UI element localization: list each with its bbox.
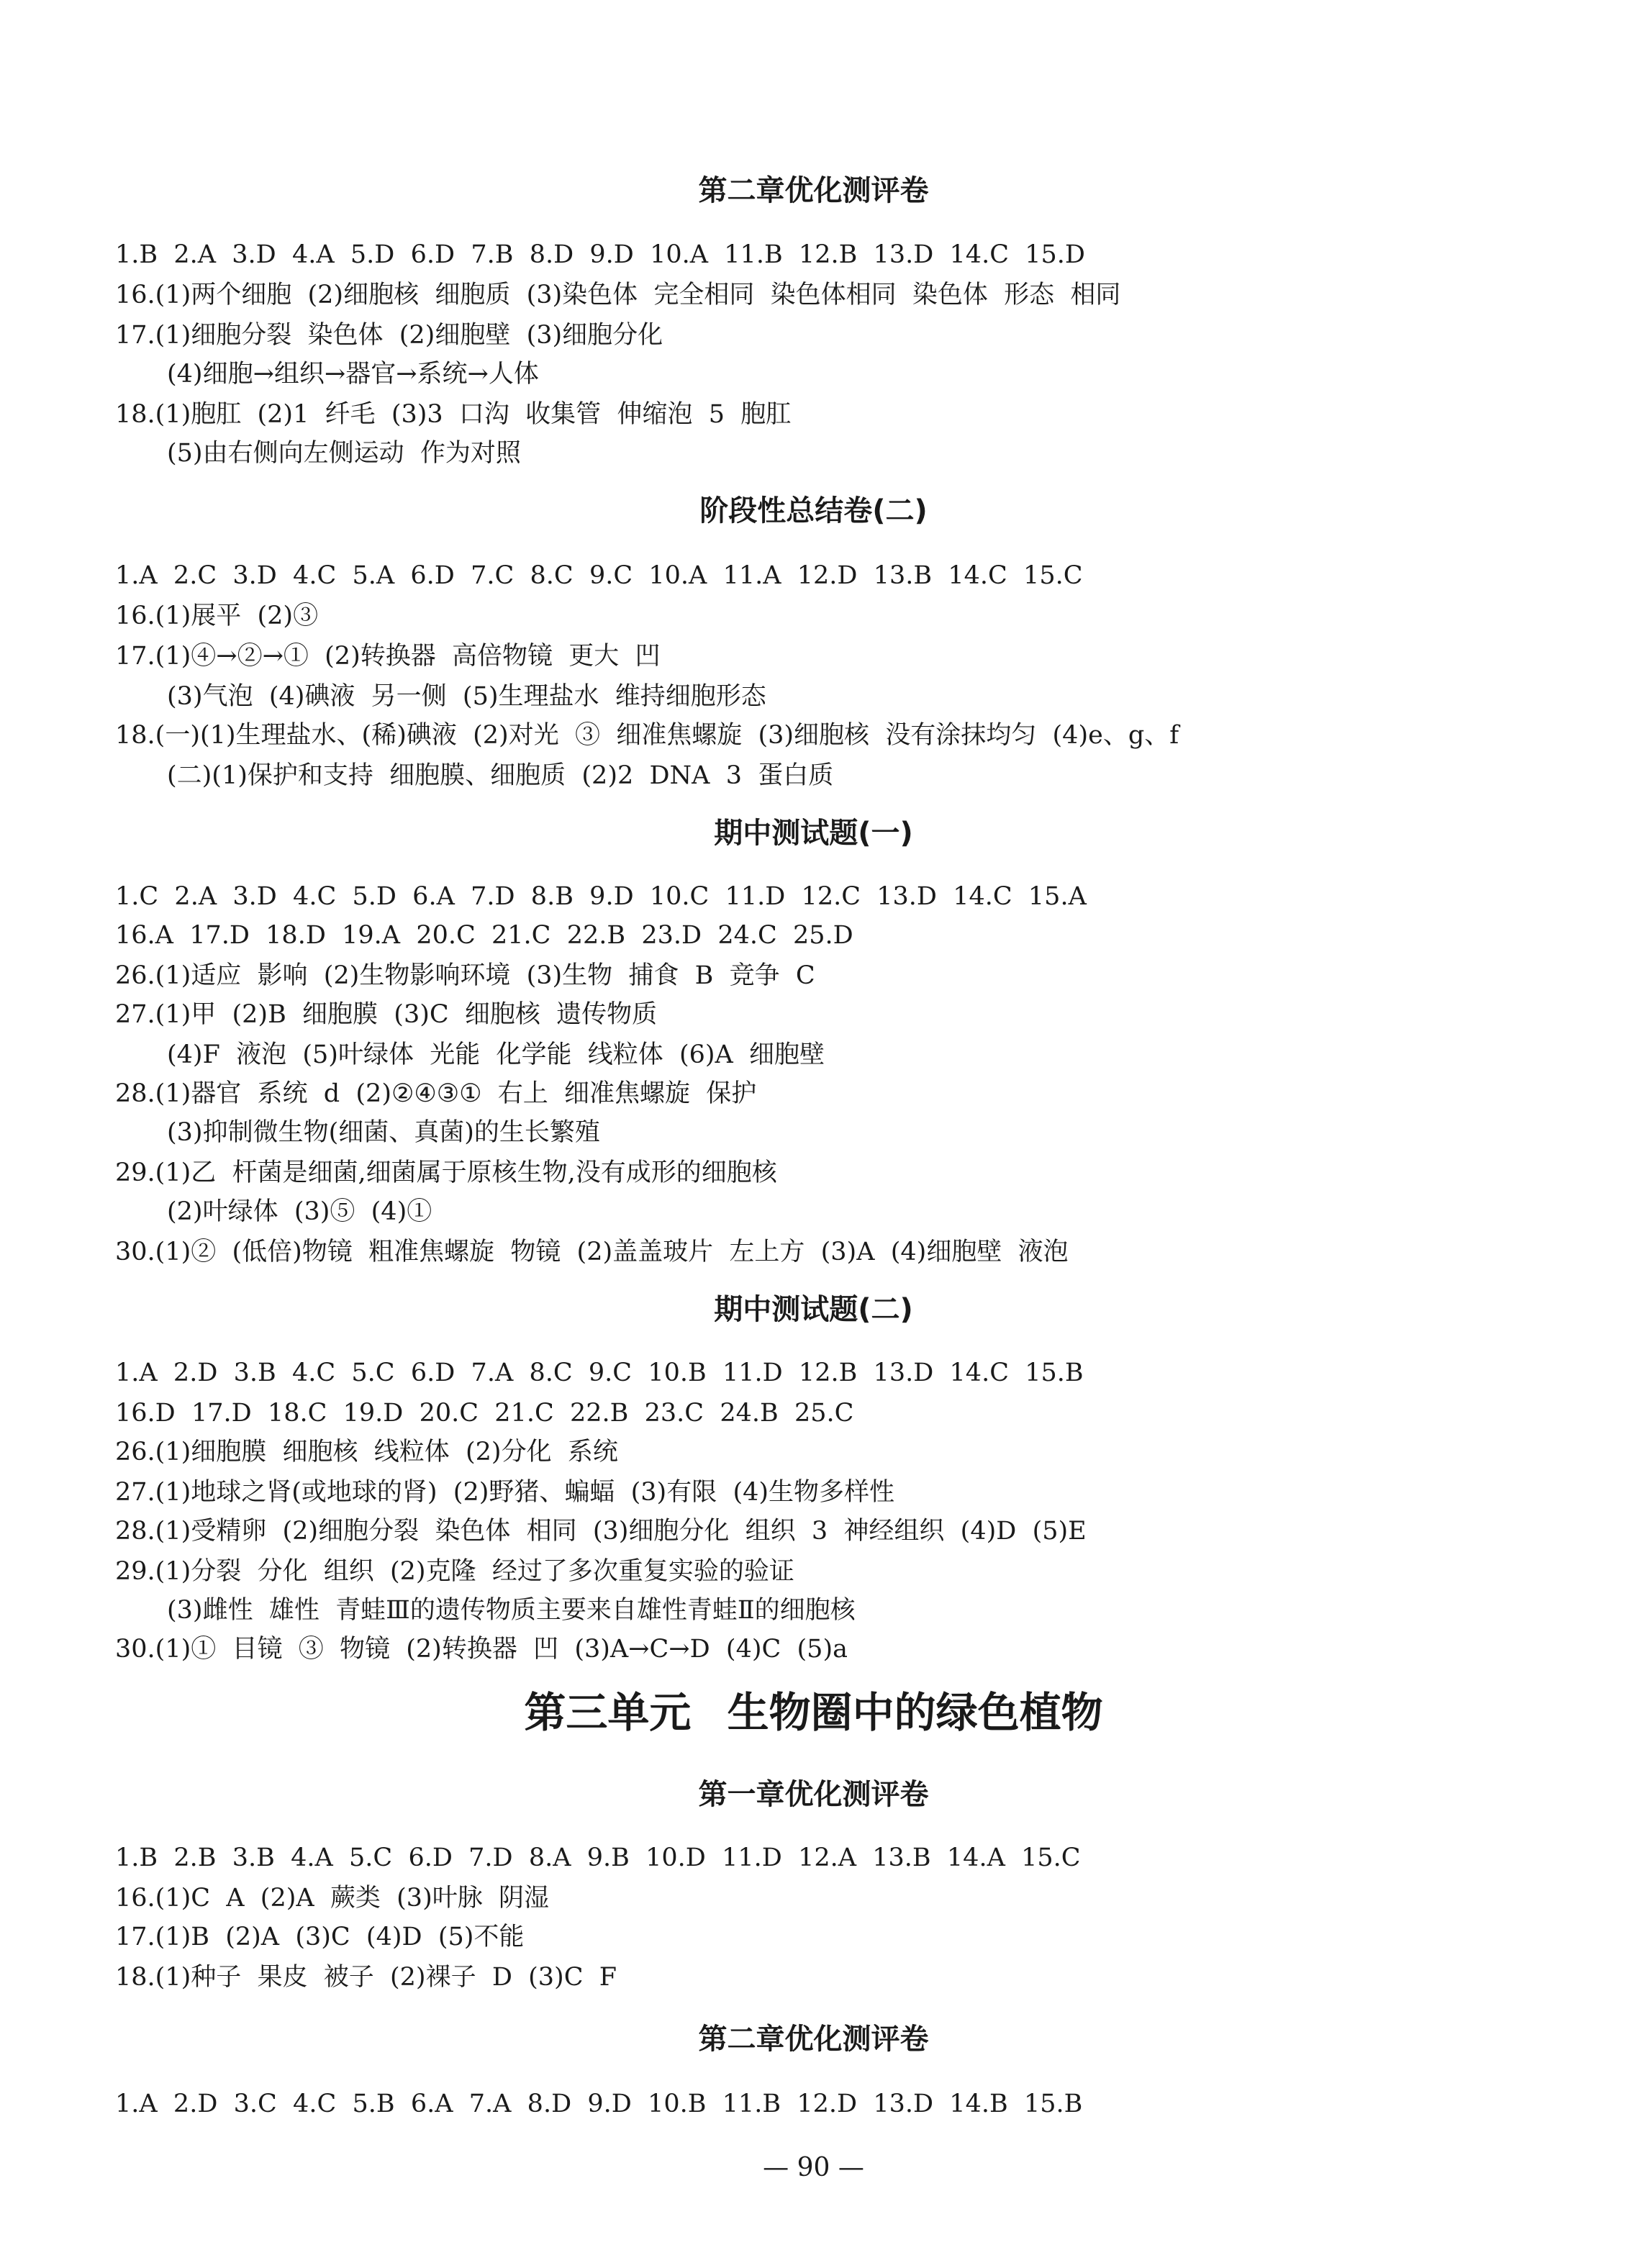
unit-title: 第三单元 生物圈中的绿色植物 — [524, 1688, 1103, 1737]
answer-line: 1.A 2.C 3.D 4.C 5.A 6.D 7.C 8.C 9.C 10.A 11.A 12.D 13.B 14.C 15.C — [115, 561, 1083, 590]
answer-line: 16.(1)C A (2)A 蕨类 (3)叶脉 阴湿 — [115, 1884, 549, 1913]
page-number: — 90 — — [763, 2153, 864, 2182]
answer-line: 18.(1)种子 果皮 被子 (2)裸子 D (3)C F — [115, 1963, 617, 1992]
answer-line: (二)(1)保护和支持 细胞膜、细胞质 (2)2 DNA 3 蛋白质 — [167, 761, 834, 790]
answer-line: 28.(1)器官 系统 d (2)②④③① 右上 细准焦螺旋 保护 — [115, 1079, 757, 1108]
answer-line: 17.(1)④→②→① (2)转换器 高倍物镜 更大 凹 — [115, 642, 661, 671]
answer-line: (4)F 液泡 (5)叶绿体 光能 化学能 线粒体 (6)A 细胞壁 — [167, 1040, 825, 1069]
answer-line: (3)雌性 雄性 青蛙Ⅲ的遗传物质主要来自雄性青蛙Ⅱ的细胞核 — [167, 1596, 856, 1625]
answer-line: (2)叶绿体 (3)⑤ (4)① — [167, 1197, 432, 1226]
section-title: 第二章优化测评卷 — [698, 2023, 929, 2056]
answer-line: 18.(1)胞肛 (2)1 纤毛 (3)3 口沟 收集管 伸缩泡 5 胞肛 — [115, 400, 792, 429]
answer-line: 16.D 17.D 18.C 19.D 20.C 21.C 22.B 23.C 24.B 25.C — [115, 1399, 854, 1428]
section-title: 第二章优化测评卷 — [698, 174, 929, 207]
answer-line: (3)抑制微生物(细菌、真菌)的生长繁殖 — [167, 1118, 600, 1147]
section-title: 第一章优化测评卷 — [698, 1778, 929, 1811]
section-title: 期中测试题(一) — [714, 817, 913, 850]
answer-line: 16.(1)展平 (2)③ — [115, 602, 319, 630]
answer-line: 30.(1)① 目镜 ③ 物镜 (2)转换器 凹 (3)A→C→D (4)C (5)a — [115, 1635, 848, 1664]
answer-line: 1.C 2.A 3.D 4.C 5.D 6.A 7.D 8.B 9.D 10.C 11.D 12.C 13.D 14.C 15.A — [115, 882, 1087, 911]
section-title: 期中测试题(二) — [714, 1293, 913, 1326]
answer-line: 27.(1)地球之肾(或地球的肾) (2)野猪、蝙蝠 (3)有限 (4)生物多样性 — [115, 1478, 895, 1507]
answer-line: (3)气泡 (4)碘液 另一侧 (5)生理盐水 维持细胞形态 — [167, 682, 766, 711]
answer-line: 29.(1)乙 杆菌是细菌,细菌属于原核生物,没有成形的细胞核 — [115, 1158, 777, 1187]
section-title: 阶段性总结卷(二) — [699, 494, 928, 527]
answer-line: 17.(1)细胞分裂 染色体 (2)细胞壁 (3)细胞分化 — [115, 321, 663, 350]
answer-line: 18.(一)(1)生理盐水、(稀)碘液 (2)对光 ③ 细准焦螺旋 (3)细胞核 没有涂抹均匀 (4)e、g、f — [115, 721, 1179, 750]
answer-line: 30.(1)② (低倍)物镜 粗准焦螺旋 物镜 (2)盖盖玻片 左上方 (3)A (4)细胞壁 液泡 — [115, 1238, 1069, 1266]
answer-line: (5)由右侧向左侧运动 作为对照 — [167, 439, 521, 468]
answer-line: 1.B 2.A 3.D 4.A 5.D 6.D 7.B 8.D 9.D 10.A 11.B 12.B 13.D 14.C 15.D — [115, 240, 1085, 269]
answer-line: 16.A 17.D 18.D 19.A 20.C 21.C 22.B 23.D 24.C 25.D — [115, 921, 853, 950]
answer-line: 16.(1)两个细胞 (2)细胞核 细胞质 (3)染色体 完全相同 染色体相同 染色体 形态 相同 — [115, 281, 1121, 309]
answer-line: 26.(1)适应 影响 (2)生物影响环境 (3)生物 捕食 B 竞争 C — [115, 961, 815, 990]
answer-line: 29.(1)分裂 分化 组织 (2)克隆 经过了多次重复实验的验证 — [115, 1557, 794, 1586]
answer-line: 26.(1)细胞膜 细胞核 线粒体 (2)分化 系统 — [115, 1438, 618, 1466]
answer-line: 17.(1)B (2)A (3)C (4)D (5)不能 — [115, 1923, 525, 1951]
answer-line: (4)细胞→组织→器官→系统→人体 — [167, 360, 539, 389]
answer-line: 1.A 2.D 3.C 4.C 5.B 6.A 7.A 8.D 9.D 10.B 11.B 12.D 13.D 14.B 15.B — [115, 2090, 1083, 2118]
answer-line: 28.(1)受精卵 (2)细胞分裂 染色体 相同 (3)细胞分化 组织 3 神经组织 (4)D (5)E — [115, 1517, 1087, 1546]
answer-line: 1.A 2.D 3.B 4.C 5.C 6.D 7.A 8.C 9.C 10.B 11.D 12.B 13.D 14.C 15.B — [115, 1358, 1084, 1387]
answer-line: 1.B 2.B 3.B 4.A 5.C 6.D 7.D 8.A 9.B 10.D 11.D 12.A 13.B 14.A 15.C — [115, 1843, 1081, 1872]
answer-line: 27.(1)甲 (2)B 细胞膜 (3)C 细胞核 遗传物质 — [115, 1000, 658, 1029]
